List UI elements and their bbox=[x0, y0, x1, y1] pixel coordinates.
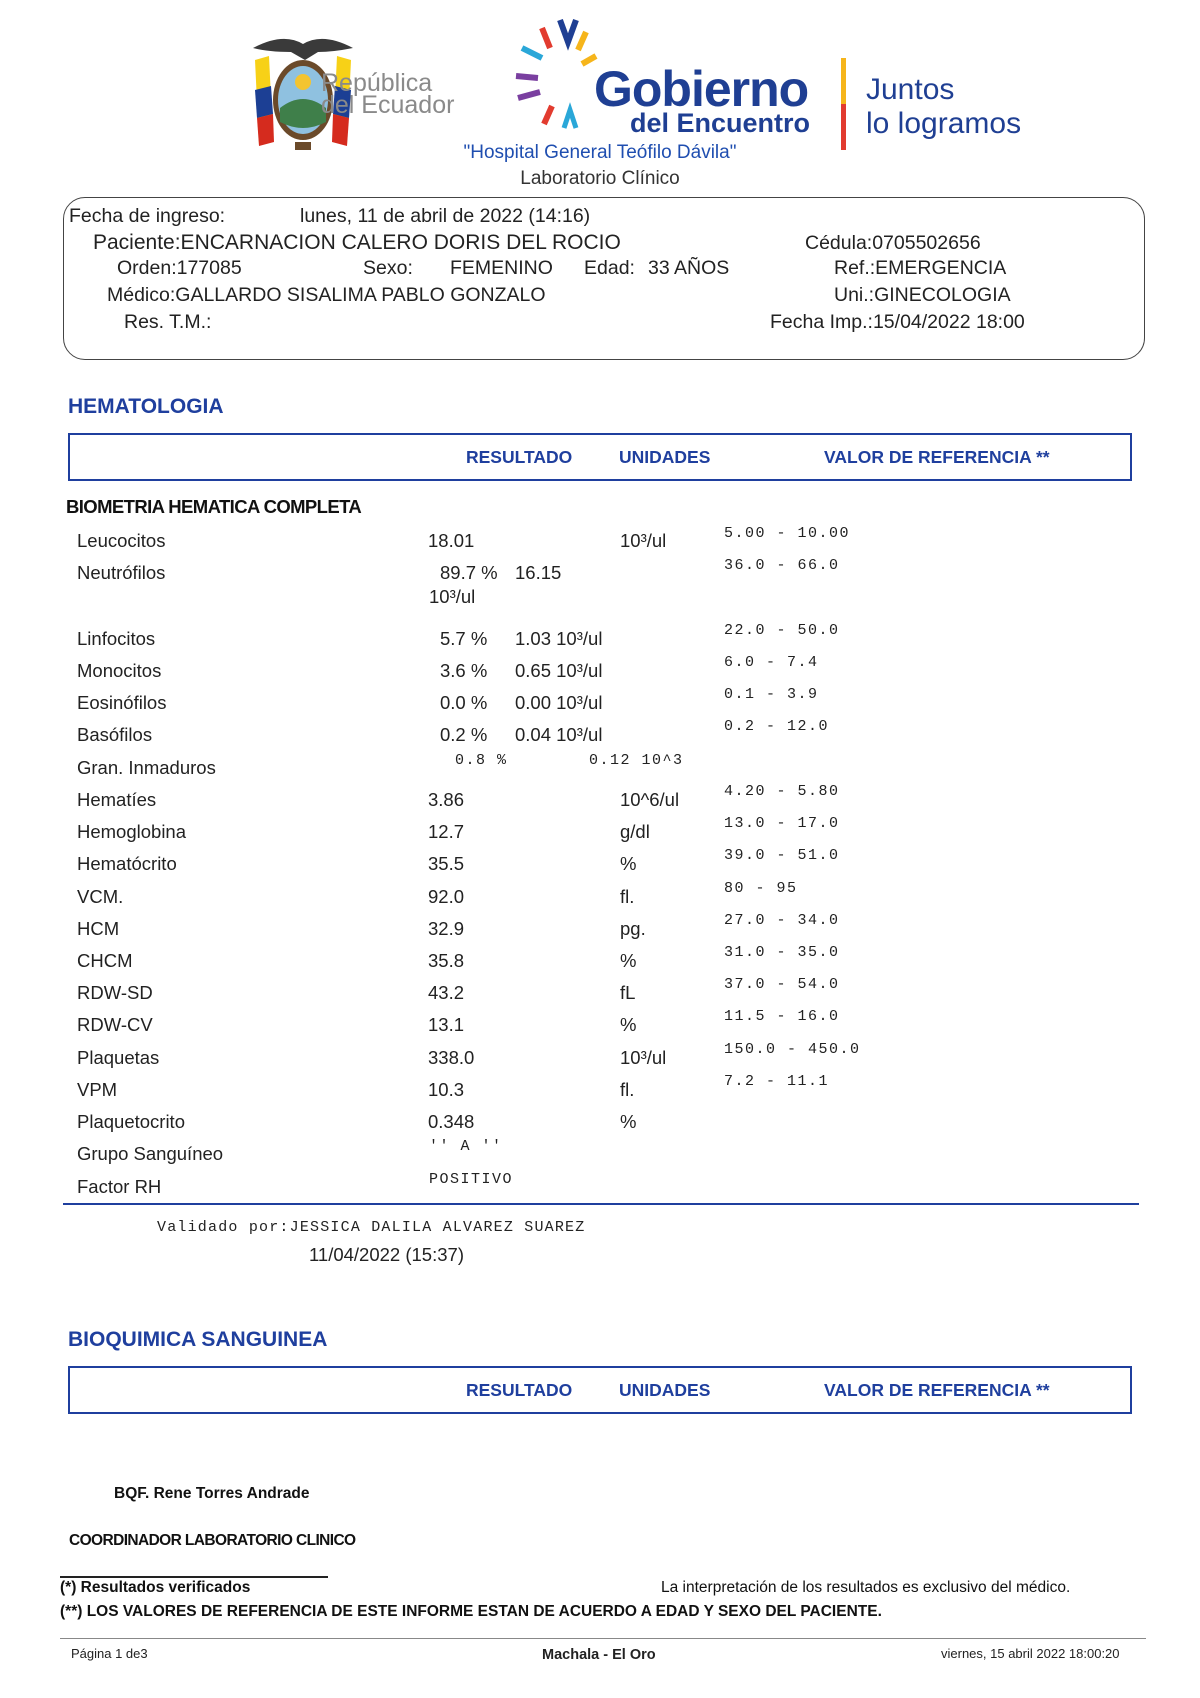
row-reference: 13.0 - 17.0 bbox=[724, 815, 840, 832]
row-label: Eosinófilos bbox=[77, 692, 167, 713]
gobierno-v-mark-icon bbox=[508, 14, 608, 144]
row-reference: 36.0 - 66.0 bbox=[724, 557, 840, 574]
uni: Uni.:GINECOLOGIA bbox=[834, 284, 1011, 306]
republica-line1: República bbox=[321, 69, 433, 97]
row-reference: 7.2 - 11.1 bbox=[724, 1073, 830, 1090]
header-divider bbox=[841, 58, 846, 150]
row-value: 12.7 bbox=[428, 821, 465, 842]
row-unit: 10³/ul bbox=[620, 530, 667, 551]
row-pct: 89.7 % bbox=[440, 562, 498, 583]
juntos-line2: lo logramos bbox=[866, 107, 1022, 140]
row-label: VCM. bbox=[77, 886, 124, 907]
paciente: Paciente:ENCARNACION CALERO DORIS DEL ROCIO bbox=[93, 231, 621, 254]
row-reference: 150.0 - 450.0 bbox=[724, 1041, 861, 1058]
signature-name: BQF. Rene Torres Andrade bbox=[114, 1485, 310, 1502]
orden: Orden:177085 bbox=[117, 257, 242, 279]
row-reference: 39.0 - 51.0 bbox=[724, 847, 840, 864]
note-verificados: (*) Resultados verificados bbox=[60, 1579, 251, 1596]
validado-fecha: 11/04/2022 (15:37) bbox=[309, 1244, 464, 1265]
row-value: 0.348 bbox=[428, 1111, 475, 1132]
row-abs: 0.12 10^3 bbox=[589, 752, 684, 769]
row-pct: 3.6 % bbox=[440, 660, 488, 681]
row-label: Linfocitos bbox=[77, 628, 156, 649]
row-abs: 16.15 bbox=[515, 562, 562, 583]
row-value: 43.2 bbox=[428, 982, 465, 1003]
row-label: Neutrófilos bbox=[77, 562, 166, 583]
row-label: CHCM bbox=[77, 950, 133, 971]
row-abs: 1.03 10³/ul bbox=[515, 628, 603, 649]
col-referencia: VALOR DE REFERENCIA ** bbox=[824, 447, 1050, 467]
row-value: 13.1 bbox=[428, 1014, 465, 1035]
row-unit: % bbox=[620, 853, 637, 874]
row-label: Plaquetocrito bbox=[77, 1111, 185, 1132]
row-pct: 5.7 % bbox=[440, 628, 488, 649]
row-reference: 5.00 - 10.00 bbox=[724, 525, 851, 542]
row-reference: 80 - 95 bbox=[724, 880, 798, 897]
row-unit: 10^6/ul bbox=[620, 789, 680, 810]
row-reference: 0.2 - 12.0 bbox=[724, 718, 830, 735]
row-label: Factor RH bbox=[77, 1176, 162, 1197]
row-pct: 0.8 % bbox=[455, 752, 508, 769]
row-unit: % bbox=[620, 950, 637, 971]
bioquimica-title: BIOQUIMICA SANGUINEA bbox=[68, 1328, 328, 1351]
row-label: VPM bbox=[77, 1079, 118, 1100]
edad-label: Edad: bbox=[584, 257, 635, 279]
fecha-ingreso-value: lunes, 11 de abril de 2022 (14:16) bbox=[300, 205, 591, 227]
res-tm: Res. T.M.: bbox=[124, 311, 212, 333]
row-label: Hematócrito bbox=[77, 853, 177, 874]
row-abs: 0.00 10³/ul bbox=[515, 692, 603, 713]
ref: Ref.:EMERGENCIA bbox=[834, 257, 1007, 279]
footer-pagina: Página 1 de3 bbox=[71, 1646, 148, 1661]
row-value: POSITIVO bbox=[429, 1171, 514, 1188]
row-value: 35.8 bbox=[428, 950, 465, 971]
row-value: 18.01 bbox=[428, 530, 475, 551]
republica-line2: del Ecuador bbox=[321, 91, 455, 119]
col-unidades-2: UNIDADES bbox=[619, 1380, 711, 1400]
row-reference: 37.0 - 54.0 bbox=[724, 976, 840, 993]
col-resultado: RESULTADO bbox=[466, 447, 573, 467]
row-reference: 31.0 - 35.0 bbox=[724, 944, 840, 961]
group-biometria: BIOMETRIA HEMATICA COMPLETA bbox=[66, 496, 362, 517]
row-label: HCM bbox=[77, 918, 120, 939]
row-label: RDW-SD bbox=[77, 982, 153, 1003]
note-valores: (**) LOS VALORES DE REFERENCIA DE ESTE INFORME ESTAN DE ACUERDO A EDAD Y SEXO DEL PACIENTE. bbox=[60, 1603, 882, 1620]
fecha-imp: Fecha Imp.:15/04/2022 18:00 bbox=[770, 311, 1025, 333]
row-unit: % bbox=[620, 1014, 637, 1035]
row-value: 3.86 bbox=[428, 789, 465, 810]
sexo-label: Sexo: bbox=[363, 257, 413, 279]
footer-line bbox=[60, 1638, 1146, 1639]
notes-separator bbox=[60, 1576, 328, 1578]
row-pct: 0.0 % bbox=[440, 692, 488, 713]
row-reference: 11.5 - 16.0 bbox=[724, 1008, 840, 1025]
row-value: '' A '' bbox=[429, 1138, 503, 1155]
row-label: Grupo Sanguíneo bbox=[77, 1143, 224, 1164]
row-pct: 0.2 % bbox=[440, 724, 488, 745]
row-unit: fl. bbox=[620, 886, 635, 907]
row-label: Basófilos bbox=[77, 724, 153, 745]
signature-role: COORDINADOR LABORATORIO CLINICO bbox=[69, 1532, 356, 1549]
row-unit: g/dl bbox=[620, 821, 650, 842]
col-resultado-2: RESULTADO bbox=[466, 1380, 573, 1400]
del-encuentro: del Encuentro bbox=[630, 108, 811, 138]
row-reference: 6.0 - 7.4 bbox=[724, 654, 819, 671]
footer-fecha: viernes, 15 abril 2022 18:00:20 bbox=[941, 1646, 1120, 1661]
row-reference: 0.1 - 3.9 bbox=[724, 686, 819, 703]
row-value: 35.5 bbox=[428, 853, 465, 874]
hematologia-title: HEMATOLOGIA bbox=[68, 395, 224, 418]
juntos-line1: Juntos bbox=[866, 73, 955, 106]
col-unidades: UNIDADES bbox=[619, 447, 711, 467]
row-abs: 0.04 10³/ul bbox=[515, 724, 603, 745]
col-referencia-2: VALOR DE REFERENCIA ** bbox=[824, 1380, 1050, 1400]
hematologia-end-line bbox=[63, 1203, 1139, 1205]
row-value: 32.9 bbox=[428, 918, 465, 939]
cedula: Cédula:0705502656 bbox=[805, 232, 981, 254]
row-value: 338.0 bbox=[428, 1047, 475, 1068]
row-unit: pg. bbox=[620, 918, 646, 939]
row-reference: 27.0 - 34.0 bbox=[724, 912, 840, 929]
medico: Médico:GALLARDO SISALIMA PABLO GONZALO bbox=[107, 284, 546, 306]
row-label: RDW-CV bbox=[77, 1014, 153, 1035]
row-unit: % bbox=[620, 1111, 637, 1132]
row-value: 92.0 bbox=[428, 886, 465, 907]
gobierno-title: Gobierno bbox=[594, 61, 809, 117]
row-value: 10.3 bbox=[428, 1079, 465, 1100]
laboratorio-title: Laboratorio Clínico bbox=[520, 168, 680, 189]
row-unit: fl. bbox=[620, 1079, 635, 1100]
row-label: Plaquetas bbox=[77, 1047, 160, 1068]
note-interpretacion: La interpretación de los resultados es exclusivo del médico. bbox=[661, 1579, 1071, 1596]
row-label: Leucocitos bbox=[77, 530, 166, 551]
row-label: Gran. Inmaduros bbox=[77, 757, 216, 778]
row-unit: 10³/ul bbox=[620, 1047, 667, 1068]
row-reference: 22.0 - 50.0 bbox=[724, 622, 840, 639]
row-label: Hemoglobina bbox=[77, 821, 187, 842]
row-abs: 0.65 10³/ul bbox=[515, 660, 603, 681]
row-label: Hematíes bbox=[77, 789, 157, 810]
edad-value: 33 AÑOS bbox=[648, 257, 730, 279]
row-reference: 4.20 - 5.80 bbox=[724, 783, 840, 800]
row-label: Monocitos bbox=[77, 660, 162, 681]
validado-por: Validado por:JESSICA DALILA ALVAREZ SUAREZ bbox=[157, 1219, 586, 1236]
fecha-ingreso-label: Fecha de ingreso: bbox=[69, 205, 226, 227]
row-unit: fL bbox=[620, 982, 636, 1003]
row-abs-unit: 10³/ul bbox=[429, 586, 476, 607]
hospital-name: "Hospital General Teófilo Dávila" bbox=[463, 142, 737, 163]
sexo-value: FEMENINO bbox=[450, 257, 553, 279]
footer-ciudad: Machala - El Oro bbox=[542, 1647, 656, 1663]
